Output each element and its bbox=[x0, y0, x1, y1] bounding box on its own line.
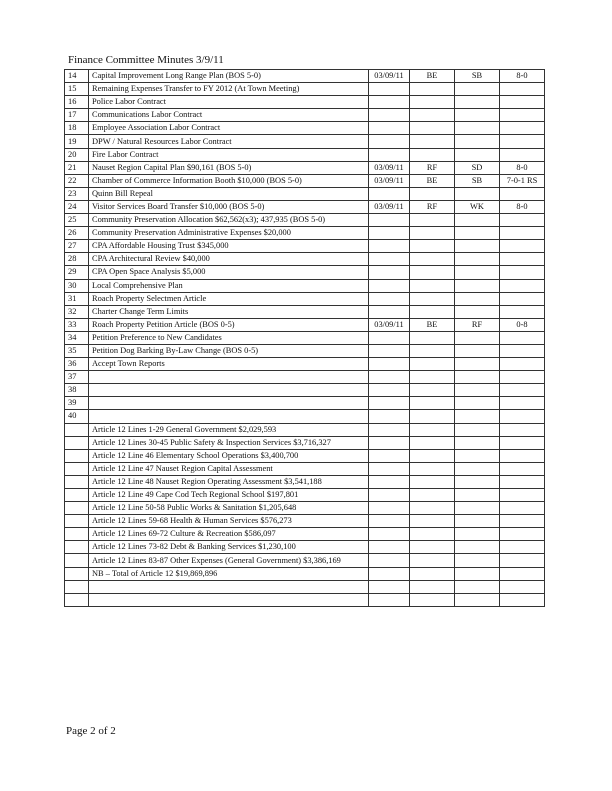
article-title-cell: Communications Labor Contract bbox=[89, 109, 369, 122]
article-number-cell: 29 bbox=[65, 266, 89, 279]
table-row bbox=[65, 344, 545, 357]
second-cell bbox=[455, 489, 500, 502]
date-cell bbox=[369, 462, 410, 475]
second-cell bbox=[455, 253, 500, 266]
motion-cell bbox=[410, 567, 455, 580]
motion-cell bbox=[410, 449, 455, 462]
date-cell bbox=[369, 567, 410, 580]
date-cell bbox=[369, 580, 410, 593]
article-number-cell bbox=[65, 462, 89, 475]
second-cell bbox=[455, 384, 500, 397]
article-title-cell: Nauset Region Capital Plan $90,161 (BOS 5-0) bbox=[89, 161, 369, 174]
article-title-cell: Petition Dog Barking By-Law Change (BOS 0-5) bbox=[89, 344, 369, 357]
article-title-cell bbox=[89, 410, 369, 423]
vote-cell bbox=[500, 135, 545, 148]
article-title-cell: Community Preservation Administrative Expenses $20,000 bbox=[89, 227, 369, 240]
vote-cell bbox=[500, 83, 545, 96]
date-cell bbox=[369, 266, 410, 279]
second-cell bbox=[455, 240, 500, 253]
date-cell bbox=[369, 109, 410, 122]
second-cell: RF bbox=[455, 318, 500, 331]
table-row bbox=[65, 371, 545, 384]
second-cell bbox=[455, 187, 500, 200]
vote-cell bbox=[500, 240, 545, 253]
motion-cell bbox=[410, 344, 455, 357]
date-cell bbox=[369, 384, 410, 397]
date-cell bbox=[369, 554, 410, 567]
vote-cell bbox=[500, 96, 545, 109]
article-title-cell: Roach Property Petition Article (BOS 0-5) bbox=[89, 318, 369, 331]
article-number-cell: 22 bbox=[65, 174, 89, 187]
article-title-cell: Fire Labor Contract bbox=[89, 148, 369, 161]
date-cell: 03/09/11 bbox=[369, 70, 410, 83]
article-title-cell bbox=[89, 371, 369, 384]
article-number-cell bbox=[65, 436, 89, 449]
motion-cell bbox=[410, 580, 455, 593]
vote-cell bbox=[500, 109, 545, 122]
date-cell bbox=[369, 515, 410, 528]
second-cell bbox=[455, 475, 500, 488]
article-number-cell: 18 bbox=[65, 122, 89, 135]
vote-cell bbox=[500, 528, 545, 541]
article-number-cell: 24 bbox=[65, 200, 89, 213]
vote-cell bbox=[500, 436, 545, 449]
table-row bbox=[65, 489, 545, 502]
vote-cell: 8-0 bbox=[500, 161, 545, 174]
article-number-cell bbox=[65, 541, 89, 554]
table-row bbox=[65, 384, 545, 397]
article-number-cell: 27 bbox=[65, 240, 89, 253]
second-cell bbox=[455, 135, 500, 148]
second-cell bbox=[455, 541, 500, 554]
table-row bbox=[65, 502, 545, 515]
date-cell: 03/09/11 bbox=[369, 318, 410, 331]
table-row bbox=[65, 253, 545, 266]
article-number-cell: 23 bbox=[65, 187, 89, 200]
table-row bbox=[65, 214, 545, 227]
second-cell bbox=[455, 423, 500, 436]
vote-cell bbox=[500, 279, 545, 292]
second-cell bbox=[455, 358, 500, 371]
second-cell bbox=[455, 292, 500, 305]
table-row bbox=[65, 227, 545, 240]
article-title-cell: CPA Affordable Housing Trust $345,000 bbox=[89, 240, 369, 253]
second-cell bbox=[455, 371, 500, 384]
motion-cell bbox=[410, 358, 455, 371]
vote-cell bbox=[500, 580, 545, 593]
table-row bbox=[65, 83, 545, 96]
date-cell bbox=[369, 528, 410, 541]
date-cell bbox=[369, 410, 410, 423]
table-row bbox=[65, 200, 545, 213]
article-number-cell: 35 bbox=[65, 344, 89, 357]
motion-cell bbox=[410, 122, 455, 135]
article-title-cell bbox=[89, 384, 369, 397]
article-title-cell: Local Comprehensive Plan bbox=[89, 279, 369, 292]
vote-cell bbox=[500, 148, 545, 161]
vote-cell bbox=[500, 593, 545, 606]
second-cell: SD bbox=[455, 161, 500, 174]
date-cell bbox=[369, 397, 410, 410]
table-row bbox=[65, 96, 545, 109]
article-title-cell: DPW / Natural Resources Labor Contract bbox=[89, 135, 369, 148]
table-row bbox=[65, 358, 545, 371]
second-cell bbox=[455, 397, 500, 410]
second-cell bbox=[455, 305, 500, 318]
table-row bbox=[65, 397, 545, 410]
motion-cell bbox=[410, 384, 455, 397]
vote-cell bbox=[500, 567, 545, 580]
motion-cell bbox=[410, 462, 455, 475]
motion-cell bbox=[410, 436, 455, 449]
date-cell bbox=[369, 253, 410, 266]
vote-cell bbox=[500, 475, 545, 488]
article-number-cell bbox=[65, 502, 89, 515]
article-title-cell: Quinn Bill Repeal bbox=[89, 187, 369, 200]
article-title-cell: Article 12 Lines 59-68 Health & Human Services $576,273 bbox=[89, 515, 369, 528]
article-title-cell: Remaining Expenses Transfer to FY 2012 (At Town Meeting) bbox=[89, 83, 369, 96]
second-cell bbox=[455, 214, 500, 227]
table-row bbox=[65, 240, 545, 253]
table-row bbox=[65, 187, 545, 200]
table-row bbox=[65, 449, 545, 462]
article-number-cell bbox=[65, 515, 89, 528]
article-title-cell: Capital Improvement Long Range Plan (BOS 5-0) bbox=[89, 70, 369, 83]
date-cell bbox=[369, 344, 410, 357]
article-number-cell: 33 bbox=[65, 318, 89, 331]
motion-cell bbox=[410, 266, 455, 279]
article-title-cell: Article 12 Line 46 Elementary School Operations $3,400,700 bbox=[89, 449, 369, 462]
article-title-cell: Article 12 Line 49 Cape Cod Tech Regional School $197,801 bbox=[89, 489, 369, 502]
vote-cell bbox=[500, 554, 545, 567]
article-number-cell: 40 bbox=[65, 410, 89, 423]
motion-cell bbox=[410, 240, 455, 253]
vote-cell bbox=[500, 410, 545, 423]
table-row bbox=[65, 462, 545, 475]
vote-cell: 8-0 bbox=[500, 200, 545, 213]
table-row bbox=[65, 305, 545, 318]
article-number-cell: 32 bbox=[65, 305, 89, 318]
second-cell bbox=[455, 96, 500, 109]
vote-cell bbox=[500, 122, 545, 135]
table-row bbox=[65, 410, 545, 423]
second-cell bbox=[455, 580, 500, 593]
article-title-cell: Article 12 Lines 69-72 Culture & Recreation $586,097 bbox=[89, 528, 369, 541]
article-title-cell: Article 12 Lines 1-29 General Government $2,029,593 bbox=[89, 423, 369, 436]
date-cell bbox=[369, 436, 410, 449]
date-cell bbox=[369, 331, 410, 344]
article-title-cell: Petition Preference to New Candidates bbox=[89, 331, 369, 344]
motion-cell bbox=[410, 397, 455, 410]
article-number-cell: 26 bbox=[65, 227, 89, 240]
article-number-cell: 16 bbox=[65, 96, 89, 109]
motion-cell: BE bbox=[410, 174, 455, 187]
table-row bbox=[65, 174, 545, 187]
date-cell bbox=[369, 358, 410, 371]
article-title-cell bbox=[89, 580, 369, 593]
table-row bbox=[65, 318, 545, 331]
second-cell bbox=[455, 83, 500, 96]
second-cell bbox=[455, 567, 500, 580]
second-cell bbox=[455, 462, 500, 475]
article-title-cell: Charter Change Term Limits bbox=[89, 305, 369, 318]
table-row bbox=[65, 279, 545, 292]
table-row bbox=[65, 593, 545, 606]
vote-cell bbox=[500, 449, 545, 462]
article-number-cell: 21 bbox=[65, 161, 89, 174]
second-cell: WK bbox=[455, 200, 500, 213]
motion-cell bbox=[410, 227, 455, 240]
second-cell bbox=[455, 593, 500, 606]
motion-cell bbox=[410, 528, 455, 541]
table-row bbox=[65, 148, 545, 161]
date-cell bbox=[369, 83, 410, 96]
vote-cell bbox=[500, 515, 545, 528]
vote-cell bbox=[500, 305, 545, 318]
vote-cell bbox=[500, 423, 545, 436]
second-cell bbox=[455, 109, 500, 122]
vote-cell bbox=[500, 384, 545, 397]
table-row bbox=[65, 109, 545, 122]
date-cell bbox=[369, 593, 410, 606]
article-title-cell: Visitor Services Board Transfer $10,000 (BOS 5-0) bbox=[89, 200, 369, 213]
article-number-cell bbox=[65, 423, 89, 436]
article-number-cell bbox=[65, 475, 89, 488]
vote-cell bbox=[500, 462, 545, 475]
table-row bbox=[65, 266, 545, 279]
article-title-cell: Chamber of Commerce Information Booth $10,000 (BOS 5-0) bbox=[89, 174, 369, 187]
motion-cell bbox=[410, 541, 455, 554]
table-row bbox=[65, 528, 545, 541]
motion-cell bbox=[410, 279, 455, 292]
table-row bbox=[65, 436, 545, 449]
motion-cell bbox=[410, 187, 455, 200]
article-number-cell bbox=[65, 567, 89, 580]
article-number-cell: 30 bbox=[65, 279, 89, 292]
second-cell bbox=[455, 122, 500, 135]
motion-cell bbox=[410, 489, 455, 502]
motion-cell bbox=[410, 109, 455, 122]
second-cell bbox=[455, 279, 500, 292]
date-cell bbox=[369, 148, 410, 161]
article-title-cell bbox=[89, 397, 369, 410]
article-title-cell bbox=[89, 593, 369, 606]
article-number-cell: 28 bbox=[65, 253, 89, 266]
table-row bbox=[65, 292, 545, 305]
date-cell bbox=[369, 240, 410, 253]
second-cell bbox=[455, 344, 500, 357]
article-title-cell: Article 12 Line 48 Nauset Region Operating Assessment $3,541,188 bbox=[89, 475, 369, 488]
table-row bbox=[65, 70, 545, 83]
motion-cell bbox=[410, 253, 455, 266]
motion-cell bbox=[410, 305, 455, 318]
vote-cell bbox=[500, 214, 545, 227]
article-title-cell: Community Preservation Allocation $62,562(x3); 437,935 (BOS 5-0) bbox=[89, 214, 369, 227]
motion-cell bbox=[410, 475, 455, 488]
date-cell: 03/09/11 bbox=[369, 161, 410, 174]
motion-cell: RF bbox=[410, 161, 455, 174]
date-cell bbox=[369, 541, 410, 554]
article-number-cell bbox=[65, 593, 89, 606]
motion-cell: BE bbox=[410, 318, 455, 331]
article-number-cell: 14 bbox=[65, 70, 89, 83]
article-number-cell: 17 bbox=[65, 109, 89, 122]
motion-cell bbox=[410, 423, 455, 436]
table-row bbox=[65, 567, 545, 580]
motion-cell bbox=[410, 331, 455, 344]
vote-cell bbox=[500, 292, 545, 305]
date-cell bbox=[369, 214, 410, 227]
date-cell bbox=[369, 305, 410, 318]
table-row bbox=[65, 331, 545, 344]
motion-cell bbox=[410, 371, 455, 384]
page-header: Finance Committee Minutes 3/9/11 bbox=[68, 54, 224, 66]
table-row bbox=[65, 580, 545, 593]
motion-cell: RF bbox=[410, 200, 455, 213]
article-number-cell bbox=[65, 528, 89, 541]
motion-cell bbox=[410, 148, 455, 161]
article-title-cell: NB – Total of Article 12 $19,869,896 bbox=[89, 567, 369, 580]
vote-cell: 0-8 bbox=[500, 318, 545, 331]
table-row bbox=[65, 122, 545, 135]
vote-cell bbox=[500, 502, 545, 515]
motion-cell bbox=[410, 214, 455, 227]
article-number-cell: 37 bbox=[65, 371, 89, 384]
vote-cell bbox=[500, 541, 545, 554]
date-cell bbox=[369, 227, 410, 240]
vote-cell bbox=[500, 344, 545, 357]
date-cell bbox=[369, 489, 410, 502]
vote-cell bbox=[500, 253, 545, 266]
second-cell bbox=[455, 515, 500, 528]
minutes-table bbox=[64, 69, 545, 607]
vote-cell bbox=[500, 397, 545, 410]
date-cell bbox=[369, 449, 410, 462]
date-cell: 03/09/11 bbox=[369, 200, 410, 213]
article-title-cell: Police Labor Contract bbox=[89, 96, 369, 109]
date-cell bbox=[369, 279, 410, 292]
article-title-cell: CPA Architectural Review $40,000 bbox=[89, 253, 369, 266]
article-title-cell: Article 12 Line 47 Nauset Region Capital Assessment bbox=[89, 462, 369, 475]
vote-cell bbox=[500, 227, 545, 240]
date-cell bbox=[369, 502, 410, 515]
motion-cell: BE bbox=[410, 70, 455, 83]
article-title-cell: Article 12 Lines 73-82 Debt & Banking Services $1,230,100 bbox=[89, 541, 369, 554]
article-number-cell: 20 bbox=[65, 148, 89, 161]
table-row bbox=[65, 135, 545, 148]
motion-cell bbox=[410, 83, 455, 96]
article-title-cell: Employee Association Labor Contract bbox=[89, 122, 369, 135]
motion-cell bbox=[410, 515, 455, 528]
second-cell: SB bbox=[455, 174, 500, 187]
motion-cell bbox=[410, 96, 455, 109]
article-title-cell: Article 12 Lines 30-45 Public Safety & Inspection Services $3,716,327 bbox=[89, 436, 369, 449]
motion-cell bbox=[410, 502, 455, 515]
table-row bbox=[65, 475, 545, 488]
table-row bbox=[65, 515, 545, 528]
vote-cell bbox=[500, 331, 545, 344]
second-cell bbox=[455, 227, 500, 240]
article-number-cell: 36 bbox=[65, 358, 89, 371]
second-cell bbox=[455, 528, 500, 541]
second-cell bbox=[455, 331, 500, 344]
article-number-cell bbox=[65, 554, 89, 567]
table-row bbox=[65, 423, 545, 436]
second-cell bbox=[455, 266, 500, 279]
vote-cell bbox=[500, 266, 545, 279]
motion-cell bbox=[410, 410, 455, 423]
article-number-cell: 31 bbox=[65, 292, 89, 305]
table-row bbox=[65, 554, 545, 567]
motion-cell bbox=[410, 292, 455, 305]
second-cell bbox=[455, 436, 500, 449]
second-cell bbox=[455, 502, 500, 515]
vote-cell bbox=[500, 371, 545, 384]
article-title-cell: Accept Town Reports bbox=[89, 358, 369, 371]
article-number-cell: 25 bbox=[65, 214, 89, 227]
second-cell: SB bbox=[455, 70, 500, 83]
second-cell bbox=[455, 148, 500, 161]
date-cell bbox=[369, 187, 410, 200]
date-cell bbox=[369, 292, 410, 305]
date-cell bbox=[369, 135, 410, 148]
date-cell bbox=[369, 475, 410, 488]
article-number-cell bbox=[65, 580, 89, 593]
article-number-cell bbox=[65, 489, 89, 502]
vote-cell: 8-0 bbox=[500, 70, 545, 83]
motion-cell bbox=[410, 593, 455, 606]
second-cell bbox=[455, 410, 500, 423]
article-number-cell bbox=[65, 449, 89, 462]
article-number-cell: 38 bbox=[65, 384, 89, 397]
article-title-cell: Roach Property Selectmen Article bbox=[89, 292, 369, 305]
vote-cell bbox=[500, 358, 545, 371]
date-cell: 03/09/11 bbox=[369, 174, 410, 187]
article-title-cell: CPA Open Space Analysis $5,000 bbox=[89, 266, 369, 279]
date-cell bbox=[369, 423, 410, 436]
vote-cell: 7-0-1 RS bbox=[500, 174, 545, 187]
article-number-cell: 19 bbox=[65, 135, 89, 148]
motion-cell bbox=[410, 554, 455, 567]
article-number-cell: 39 bbox=[65, 397, 89, 410]
article-number-cell: 15 bbox=[65, 83, 89, 96]
motion-cell bbox=[410, 135, 455, 148]
article-number-cell: 34 bbox=[65, 331, 89, 344]
second-cell bbox=[455, 554, 500, 567]
date-cell bbox=[369, 371, 410, 384]
page-footer: Page 2 of 2 bbox=[66, 725, 116, 737]
date-cell bbox=[369, 96, 410, 109]
table-row bbox=[65, 541, 545, 554]
article-title-cell: Article 12 Lines 83-87 Other Expenses (General Government) $3,386,169 bbox=[89, 554, 369, 567]
vote-cell bbox=[500, 489, 545, 502]
article-title-cell: Article 12 Line 50-58 Public Works & Sanitation $1,205,648 bbox=[89, 502, 369, 515]
table-row bbox=[65, 161, 545, 174]
second-cell bbox=[455, 449, 500, 462]
date-cell bbox=[369, 122, 410, 135]
vote-cell bbox=[500, 187, 545, 200]
